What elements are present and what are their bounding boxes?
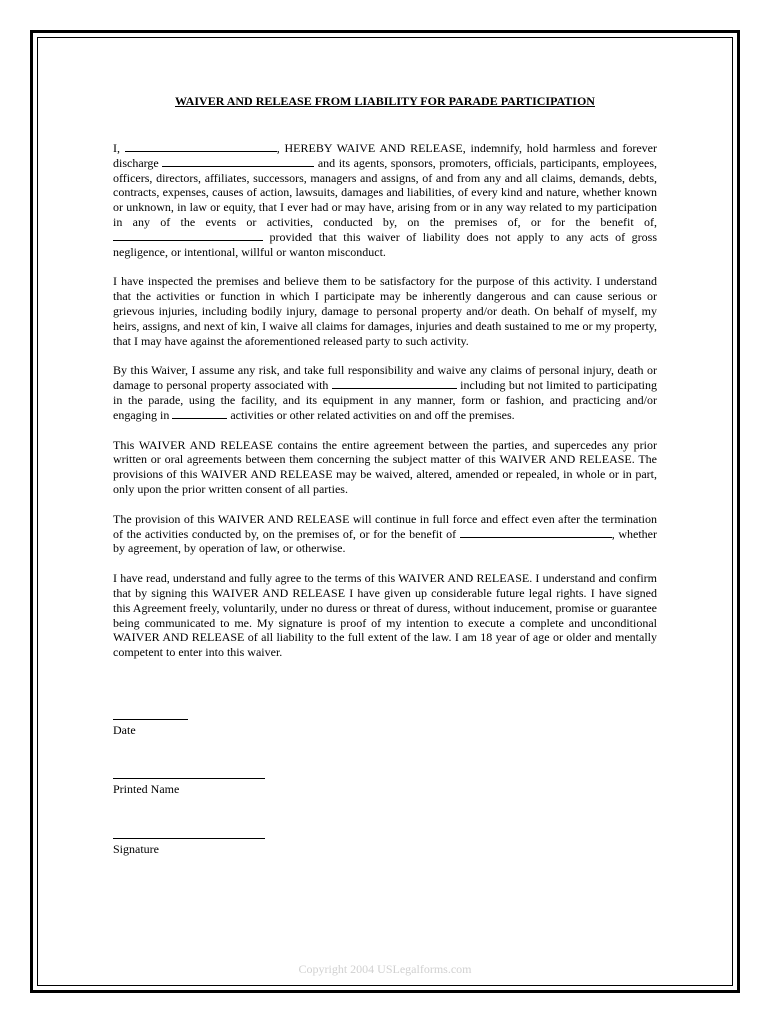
date-line[interactable]	[113, 719, 188, 720]
signature-field[interactable]	[113, 838, 265, 857]
signature-label: Signature	[113, 842, 159, 856]
releasor-name-blank[interactable]	[125, 141, 277, 152]
paragraph-3: By this Waiver, I assume any risk, and take full responsibility and waive any claims of personal injury, death or damage to personal property associated with including but not limited to participating in the parade, using the facility, and its equipment in any manner, form or fashion, and practicing and/or engaging in activities or other related activities on and off the premises.	[113, 363, 657, 422]
termination-party-blank[interactable]	[460, 527, 612, 538]
paragraph-5: The provision of this WAIVER AND RELEASE will continue in full force and effect even after the termination of the activities conducted by, on the premises of, or for the benefit of , whether by agreement, by operation of law, or otherwise.	[113, 511, 658, 556]
benefit-party-blank[interactable]	[113, 230, 263, 241]
document-body	[113, 141, 657, 675]
engaging-activity-blank[interactable]	[172, 408, 227, 419]
copyright-footer: Copyright 2004 USLegalforms.com	[298, 962, 472, 976]
printed-name-line[interactable]	[113, 778, 265, 779]
paragraph-6: I have read, understand and fully agree to the terms of this WAIVER AND RELEASE. I understand and confirm that by signing this WAIVER AND RELEASE I have given up considerable future legal rights. I have signed this Agreement freely, voluntarily, under no duress or threat of duress, without inducement, promise or guarantee being communicated to me. My signature is proof of my intention to execute a complete and unconditional WAIVER AND RELEASE of all liability to the full extent of the law. I am 18 year of age or older and mentally competent to enter into this waiver.	[113, 571, 657, 660]
paragraph-4: This WAIVER AND RELEASE contains the entire agreement between the parties, and supercedes any prior written or oral agreements between them concerning the subject matter of this WAIVER AND RELEASE. The provisions of this WAIVER AND RELEASE may be waived, altered, amended or repealed, in whole or in part, only upon the prior written consent of all parties.	[113, 437, 657, 496]
printed-name-label: Printed Name	[113, 782, 180, 796]
paragraph-1: I, , HEREBY WAIVE AND RELEASE, indemnify, hold harmless and forever discharge and its agents, sponsors, promoters, officials, participants, employees, officers, directors, affiliates, successors, managers and assigns, of and from any and all claims, demands, debts, contracts, expenses, causes of action, lawsuits, damages and liabilities, of every kind and nature, whether known or unknown, in law or equity, that I ever had or may have, arising from or in any way related to my participation in any of the events or activities, conducted by, on the premises of, or for the benefit of, provided that this waiver of liability does not apply to any acts of gross negligence, or intentional, willful or wanton misconduct.	[113, 141, 657, 259]
associated-activity-blank[interactable]	[332, 378, 457, 389]
date-label: Date	[113, 723, 136, 737]
released-party-blank[interactable]	[162, 156, 314, 167]
date-field[interactable]	[113, 719, 188, 738]
paragraph-2: I have inspected the premises and believe them to be satisfactory for the purpose of this activity. I understand that the activities or function in which I participate may be inherently dangerous and can cause serious or grievous injuries, including bodily injury, damage to personal property and/or death. On behalf of myself, my heirs, assigns, and next of kin, I waive all claims for damages, injuries and death sustained to me or my property, that I may have against the aforementioned released party to such activity.	[113, 274, 657, 348]
printed-name-field[interactable]	[113, 778, 265, 797]
signature-line[interactable]	[113, 838, 265, 839]
document-title: WAIVER AND RELEASE FROM LIABILITY FOR PARADE PARTICIPATION	[175, 94, 595, 108]
